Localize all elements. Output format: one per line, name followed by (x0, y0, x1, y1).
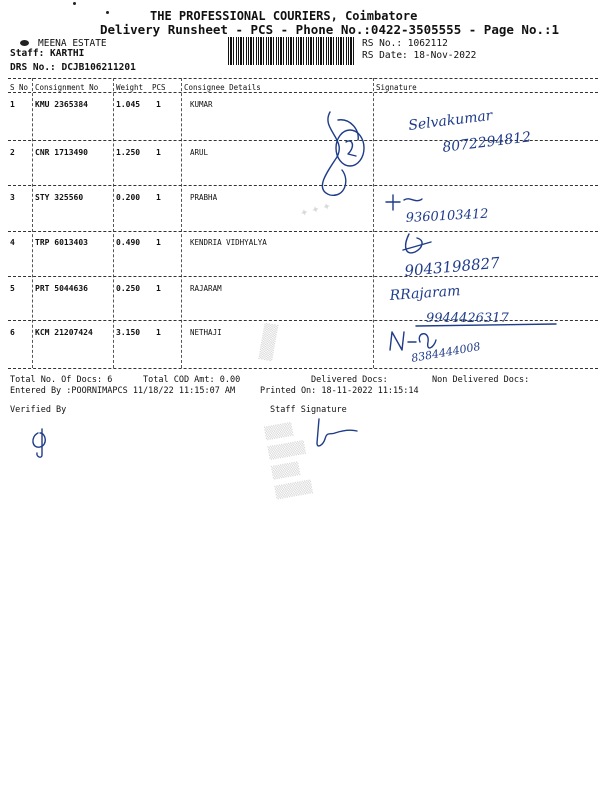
row-pcs: 1 (156, 193, 161, 202)
row-pcs: 1 (156, 328, 161, 337)
svg-text:9043198827: 9043198827 (403, 253, 501, 280)
table-header-rule (8, 92, 598, 93)
row-consignment: KMU 2365384 (35, 100, 88, 109)
row-sno: 6 (10, 328, 15, 337)
row-weight: 1.045 (116, 100, 141, 109)
svg-text:8072294812: 8072294812 (441, 129, 532, 156)
svg-text:Selvakumar: Selvakumar (407, 107, 494, 134)
row-sno: 2 (10, 148, 15, 157)
row-consignee: NETHAJI (190, 328, 222, 337)
table-bottom-rule (8, 368, 598, 369)
drs-number: DRS No.: DCJB106211201 (10, 62, 136, 73)
row-consignee: RAJARAM (190, 284, 222, 293)
non-delivered-docs: Non Delivered Docs: (432, 375, 530, 385)
staff-signature-icon (305, 415, 365, 455)
svg-text:8384444008: 8384444008 (410, 339, 482, 365)
company-title: THE PROFESSIONAL COURIERS, Coimbatore (150, 9, 418, 23)
faint-stamp: ✦ ✦ ✦ (299, 201, 333, 220)
svg-text:RRajaram: RRajaram (389, 283, 461, 304)
handwritten-note (405, 108, 595, 158)
row-weight: 0.250 (116, 284, 141, 293)
row-pcs: 1 (156, 284, 161, 293)
verified-by: Verified By (10, 405, 67, 415)
column-divider (32, 78, 33, 368)
row-consignee: KENDRIA VIDHYALYA (190, 238, 267, 247)
column-header-weight: Weight (116, 83, 144, 92)
row-weight: 0.200 (116, 193, 141, 202)
entered-by: Entered By :POORNIMAPCS 11/18/22 11:15:07 AM (10, 386, 236, 396)
branch-name: MEENA ESTATE (38, 38, 107, 49)
column-header-consignee: Consignee Details (184, 83, 261, 92)
row-consignment: KCM 21207424 (35, 328, 93, 337)
row-sno: 5 (10, 284, 15, 293)
rs-date: RS Date: 18-Nov-2022 (362, 50, 477, 61)
scan-speck (20, 40, 29, 46)
column-header-consignment: Consignment No (35, 83, 99, 92)
row-pcs: 1 (156, 100, 161, 109)
column-divider (113, 78, 114, 368)
row-consignee: PRABHA (190, 193, 218, 202)
row-consignee: KUMAR (190, 100, 213, 109)
scan-speck (106, 11, 109, 14)
column-header-pcs: PCS (152, 83, 166, 92)
row-sno: 3 (10, 193, 15, 202)
handwritten-note (395, 228, 545, 283)
column-header-signature: Signature (376, 83, 417, 92)
row-pcs: 1 (156, 238, 161, 247)
svg-text:9944426317: 9944426317 (426, 311, 509, 326)
column-divider (181, 78, 182, 368)
faint-stamp: ▒▒▒ ▒▒▒▒ ▒▒▒ ▒▒▒▒ (263, 421, 314, 500)
delivered-docs: Delivered Docs: (311, 375, 388, 385)
row-consignment: CNR 1713490 (35, 148, 88, 157)
printed-on: Printed On: 18-11-2022 11:15:14 (260, 386, 419, 396)
runsheet-title: Delivery Runsheet - PCS - Phone No.:0422-3505555 - Page No.:1 (100, 22, 560, 37)
column-header-sno: S No (10, 83, 29, 92)
staff-signature-label: Staff Signature (270, 405, 347, 415)
barcode (228, 37, 354, 65)
total-cod: Total COD Amt: 0.00 (143, 375, 241, 385)
row-pcs: 1 (156, 148, 161, 157)
row-consignment: TRP 6013403 (35, 238, 88, 247)
row-weight: 1.250 (116, 148, 141, 157)
row-sno: 4 (10, 238, 15, 247)
row-weight: 0.490 (116, 238, 141, 247)
total-docs: Total No. Of Docs: 6 (10, 375, 113, 385)
svg-text:9360103412: 9360103412 (405, 206, 489, 226)
verifier-signature-icon (28, 425, 58, 460)
row-consignee: ARUL (190, 148, 209, 157)
row-consignment: PRT 5044636 (35, 284, 88, 293)
staff-name: Staff: KARTHI (10, 48, 85, 59)
row-sno: 1 (10, 100, 15, 109)
faint-stamp: ▒▒▒▒ (258, 322, 279, 362)
row-consignment: STY 325560 (35, 193, 84, 202)
row-weight: 3.150 (116, 328, 141, 337)
handwritten-note (386, 322, 546, 367)
table-top-rule (8, 78, 598, 79)
rs-number: RS No.: 1062112 (362, 38, 448, 49)
scan-speck (73, 2, 76, 5)
